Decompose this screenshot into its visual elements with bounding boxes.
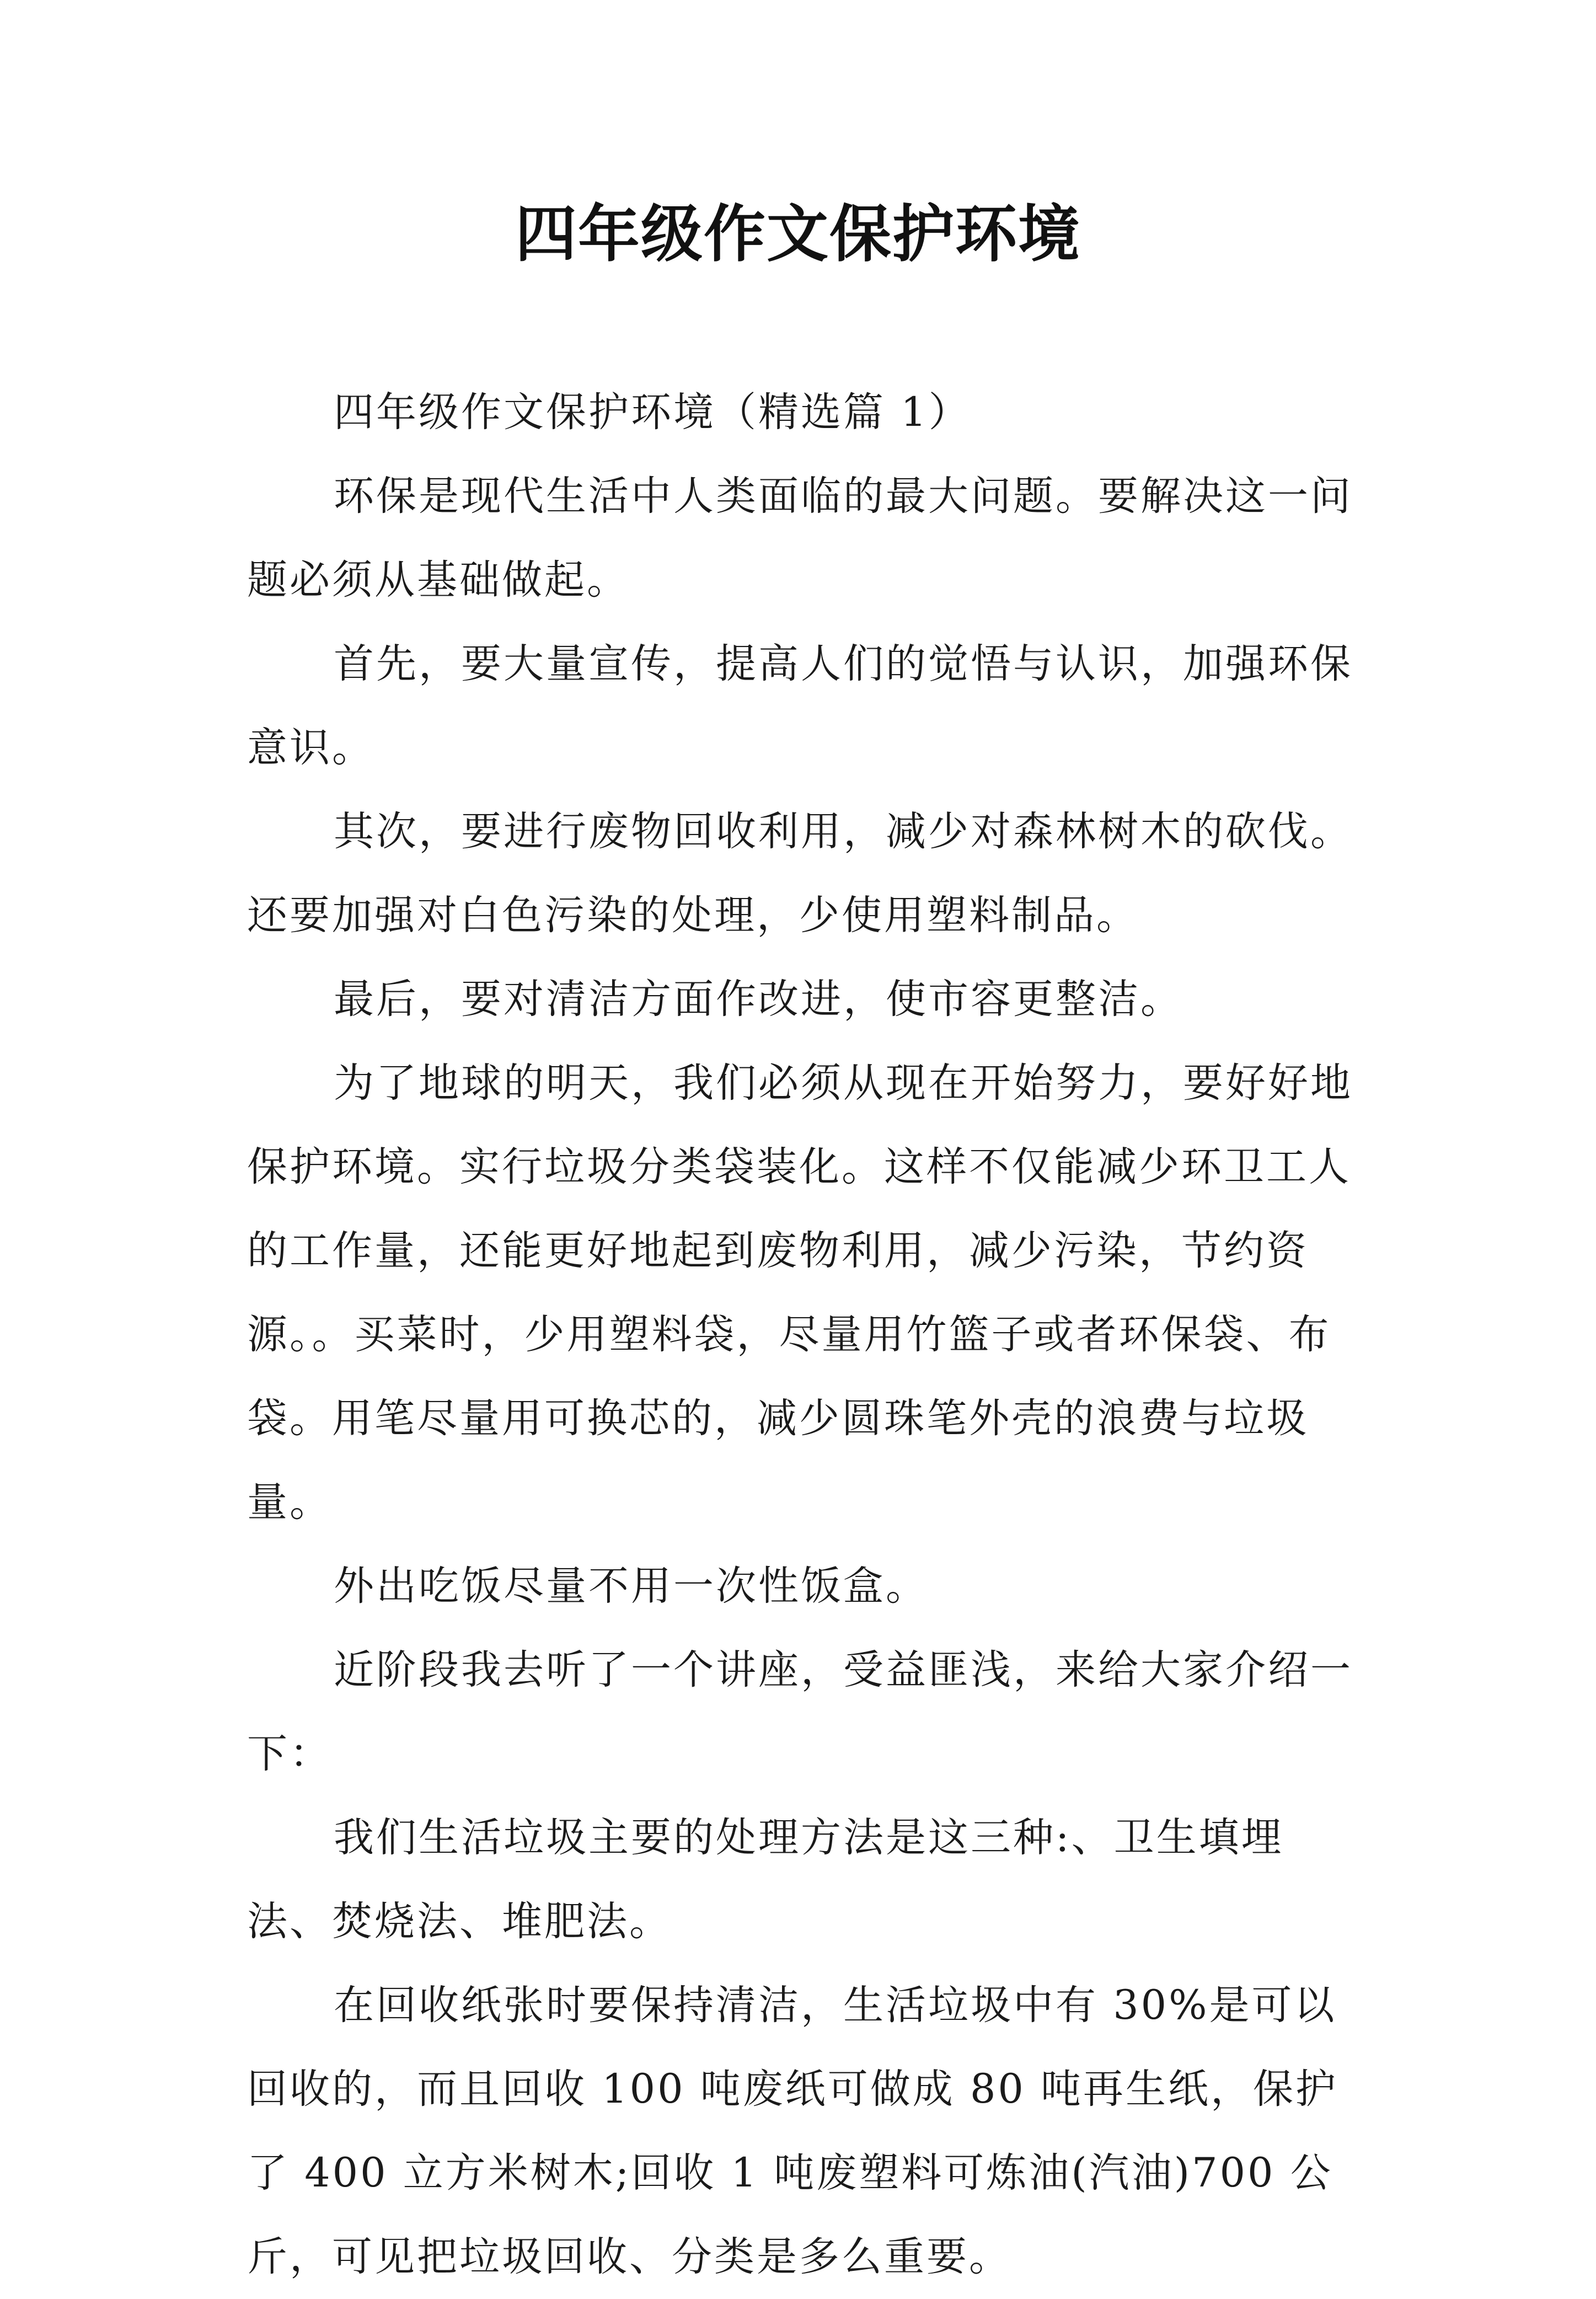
paragraph-subtitle: 四年级作文保护环境（精选篇 1） xyxy=(334,389,971,436)
paragraph: 环保是现代生活中人类面临的最大问题。要解决这一问题必须从基础做起。 xyxy=(247,473,1353,603)
paragraph: 在回收纸张时要保持清洁，生活垃圾中有 30%是可以回收的，而且回收 100 吨废纸可做成 80 吨再生纸，保护了 400 立方米树木;回收 1 吨废塑料可炼油(汽油)700 公斤，可见把垃圾回收、分类是多么重要。 xyxy=(247,1982,1338,2280)
paragraph: 为了地球的明天，我们必须从现在开始努力，要好好地保护环境。实行垃圾分类袋装化。这样不仅能减少环卫工人的工作量，还能更好地起到废物利用，减少污染，节约资源。。买菜时，少用塑料袋，尽量用竹篮子或者环保袋、布袋。用笔尽量用可换芯的，减少圆珠笔外壳的浪费与垃圾量。 xyxy=(247,1060,1353,1526)
paragraph: 首先，要大量宣传，提高人们的觉悟与认识，加强环保意识。 xyxy=(247,640,1353,771)
paragraph: 最后，要对清洁方面作改进，使市容更整洁。 xyxy=(334,976,1183,1023)
paragraph: 其次，要进行废物回收利用，减少对森林树木的砍伐。还要加强对白色污染的处理，少使用塑料制品。 xyxy=(247,808,1353,939)
paragraph: 我们生活垃圾主要的处理方法是这三种:、卫生填埋法、焚烧法、堆肥法。 xyxy=(247,1814,1284,1945)
document-title: 四年级作文保护环境 xyxy=(515,198,1081,270)
paragraph: 外出吃饭尽量不用一次性饭盒。 xyxy=(334,1563,928,1610)
paragraph: 近阶段我去听了一个讲座，受益匪浅，来给大家介绍一下： xyxy=(247,1646,1353,1777)
document-body xyxy=(247,371,1356,2299)
